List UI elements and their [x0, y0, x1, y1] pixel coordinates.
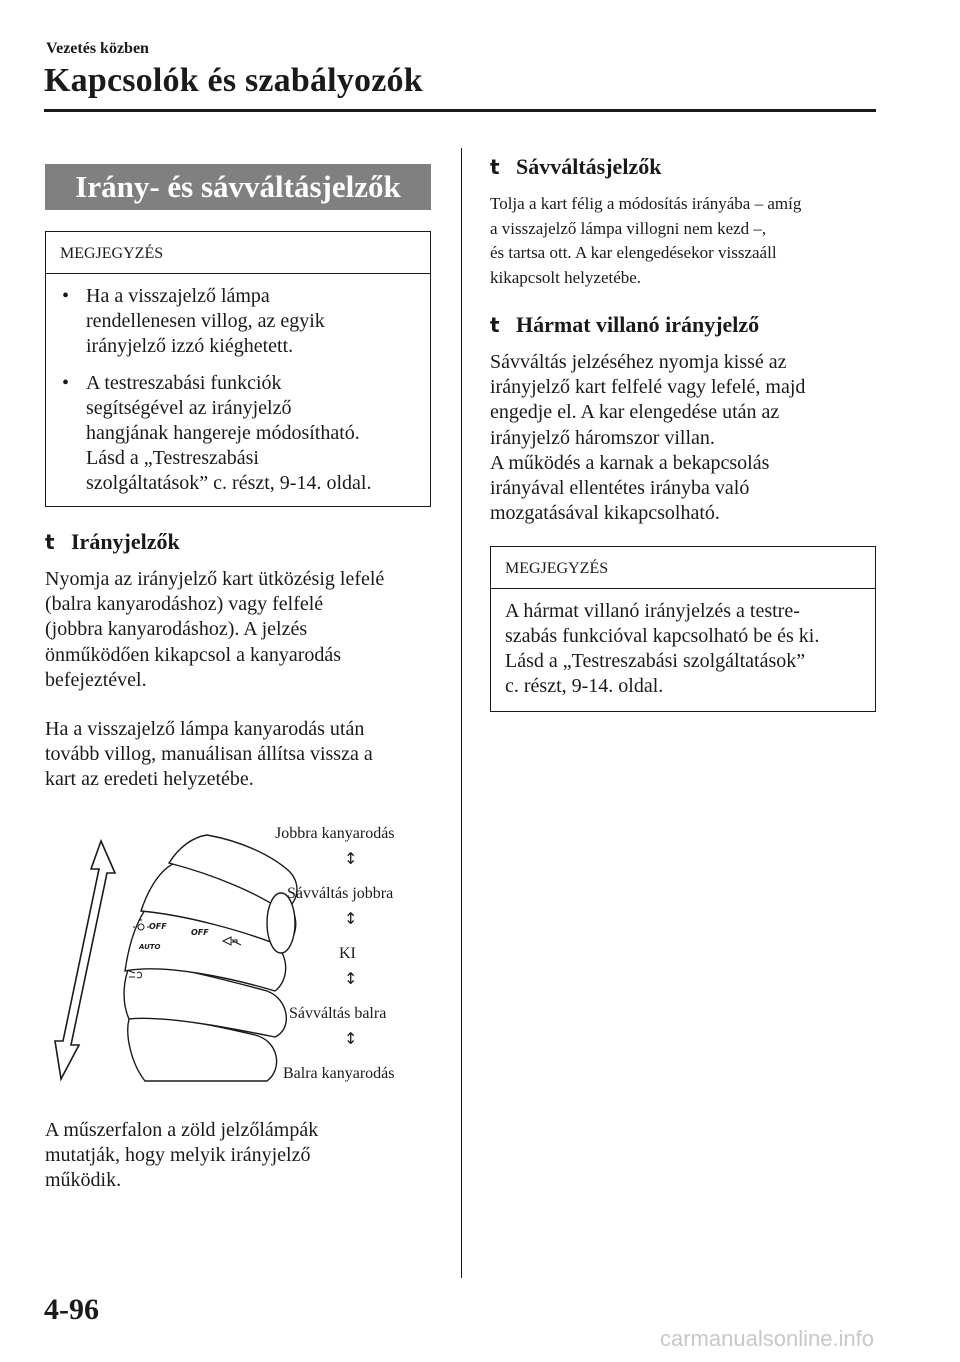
note-bullet — [60, 371, 420, 496]
text-line: kikapcsolt helyzetébe. — [490, 267, 642, 287]
title-rule — [44, 109, 876, 112]
bullet-text — [86, 284, 420, 359]
column-divider — [461, 148, 462, 1278]
bullet-dot: • — [62, 285, 70, 307]
section-label: Vezetés közben — [46, 40, 149, 57]
text-line: működik. — [45, 1169, 122, 1192]
text-line: Ha a visszajelző lámpa — [86, 285, 270, 307]
text-line: mutatják, hogy melyik irányjelző — [45, 1143, 311, 1166]
heading-text: Sávváltásjelzők — [516, 154, 662, 179]
arrow-icon: ↕ — [344, 908, 358, 928]
text-line: (jobbra kanyarodáshoz). A jelzés — [45, 618, 308, 641]
text-line: irányjelző háromszor villan. — [490, 426, 715, 449]
lane-change-heading — [490, 154, 876, 180]
text-line: Lásd a „Testreszabási szolgáltatások” — [505, 650, 806, 673]
text-line: a visszajelző lámpa villogni nem kezd –, — [490, 218, 767, 238]
text-line: irányjelző izzó kiéghetett. — [86, 335, 294, 357]
text-line: A működés a karnak a bekapcsolás — [490, 451, 770, 474]
text-line: mozgatásával kikapcsolható. — [490, 502, 720, 525]
arrow-icon: ↕ — [344, 1028, 358, 1048]
switch-marking: AUTO — [139, 942, 161, 951]
turn-signal-paragraph — [45, 567, 431, 693]
text-line: irányjelző kart felfelé vagy lefelé, majd — [490, 376, 806, 399]
note-body — [46, 274, 430, 506]
lane-change-paragraph — [490, 192, 876, 290]
text-line: c. részt, 9-14. oldal. — [505, 675, 664, 698]
note-body — [491, 589, 875, 711]
figure-label-off: KI — [339, 944, 356, 962]
note-heading: MEGJEGYZÉS — [491, 547, 875, 589]
heading-marker: t — [490, 313, 500, 337]
text-line: és tartsa ott. A kar elengedésekor visszaáll — [490, 243, 777, 262]
three-flash-paragraph — [490, 350, 876, 526]
arrow-icon: ↕ — [344, 968, 358, 988]
movement-arrow — [55, 841, 115, 1079]
text-line: Ha a visszajelző lámpa kanyarodás után — [45, 718, 365, 741]
figure-label-left-turn: Balra kanyarodás — [283, 1064, 395, 1082]
text-line: Lásd a „Testreszabási — [86, 447, 259, 469]
lever-illustration — [45, 823, 431, 1091]
figure-label-right-turn: Jobbra kanyarodás — [275, 824, 395, 842]
text-line: rendellenesen villog, az egyik — [86, 310, 325, 332]
note-heading: MEGJEGYZÉS — [46, 232, 430, 274]
text-line: hangjának hangereje módosítható. — [86, 422, 360, 444]
text-line: szolgáltatások” c. részt, 9-14. oldal. — [86, 472, 372, 494]
text-line: befejeztével. — [45, 668, 147, 691]
heading-marker: t — [45, 530, 55, 554]
text-line: A hármat villanó irányjelzés a testre- — [505, 600, 800, 623]
lever-stalk — [124, 835, 297, 1081]
figure-label-lane-left: Sávváltás balra — [289, 1004, 387, 1022]
lever-figure — [45, 823, 431, 1091]
reset-paragraph — [45, 717, 431, 793]
switch-marking: OFF — [149, 921, 167, 931]
right-column — [490, 154, 876, 712]
bullet-text — [86, 371, 420, 496]
bullet-dot: • — [62, 372, 70, 394]
note-box — [490, 546, 876, 712]
watermark-brand: carmanualsonline.info — [660, 1326, 875, 1351]
page-number: 4-96 — [44, 1293, 99, 1326]
note-box — [45, 231, 431, 507]
text-line: engedje el. A kar elengedése után az — [490, 401, 780, 424]
turn-signal-heading — [45, 529, 431, 555]
text-line: (balra kanyarodáshoz) vagy felfelé — [45, 593, 324, 616]
text-line: tovább villog, manuálisan állítsa vissza a — [45, 743, 373, 766]
switch-marking: OFF — [191, 927, 209, 937]
text-line: kart az eredeti helyzetébe. — [45, 768, 254, 791]
heading-text: Hármat villanó irányjelző — [516, 312, 760, 337]
three-flash-heading — [490, 312, 876, 338]
heading-text: Irányjelzők — [71, 529, 180, 554]
section-banner: Irány- és sávváltásjelzők — [45, 164, 431, 210]
left-column — [45, 164, 431, 1193]
heading-marker: t — [490, 155, 500, 179]
indicator-paragraph — [45, 1118, 431, 1194]
text-line: segítségével az irányjelző — [86, 397, 292, 419]
text-line: szabás funkcióval kapcsolható be és ki. — [505, 625, 820, 648]
note-bullet — [60, 284, 420, 359]
text-line: A műszerfalon a zöld jelzőlámpák — [45, 1118, 319, 1141]
text-line: Nyomja az irányjelző kart ütközésig lefelé — [45, 568, 385, 590]
text-line: Sávváltás jelzéséhez nyomja kissé az — [490, 351, 787, 373]
text-line: A testreszabási funkciók — [86, 372, 282, 394]
arrow-icon: ↕ — [344, 848, 358, 868]
text-line: önműködően kikapcsol a kanyarodás — [45, 643, 342, 666]
page-title: Kapcsolók és szabályozók — [44, 62, 423, 99]
figure-label-lane-right: Sávváltás jobbra — [287, 884, 394, 902]
text-line: Tolja a kart félig a módosítás irányába – amíg — [490, 194, 802, 213]
text-line: irányával ellentétes irányba való — [490, 477, 750, 500]
